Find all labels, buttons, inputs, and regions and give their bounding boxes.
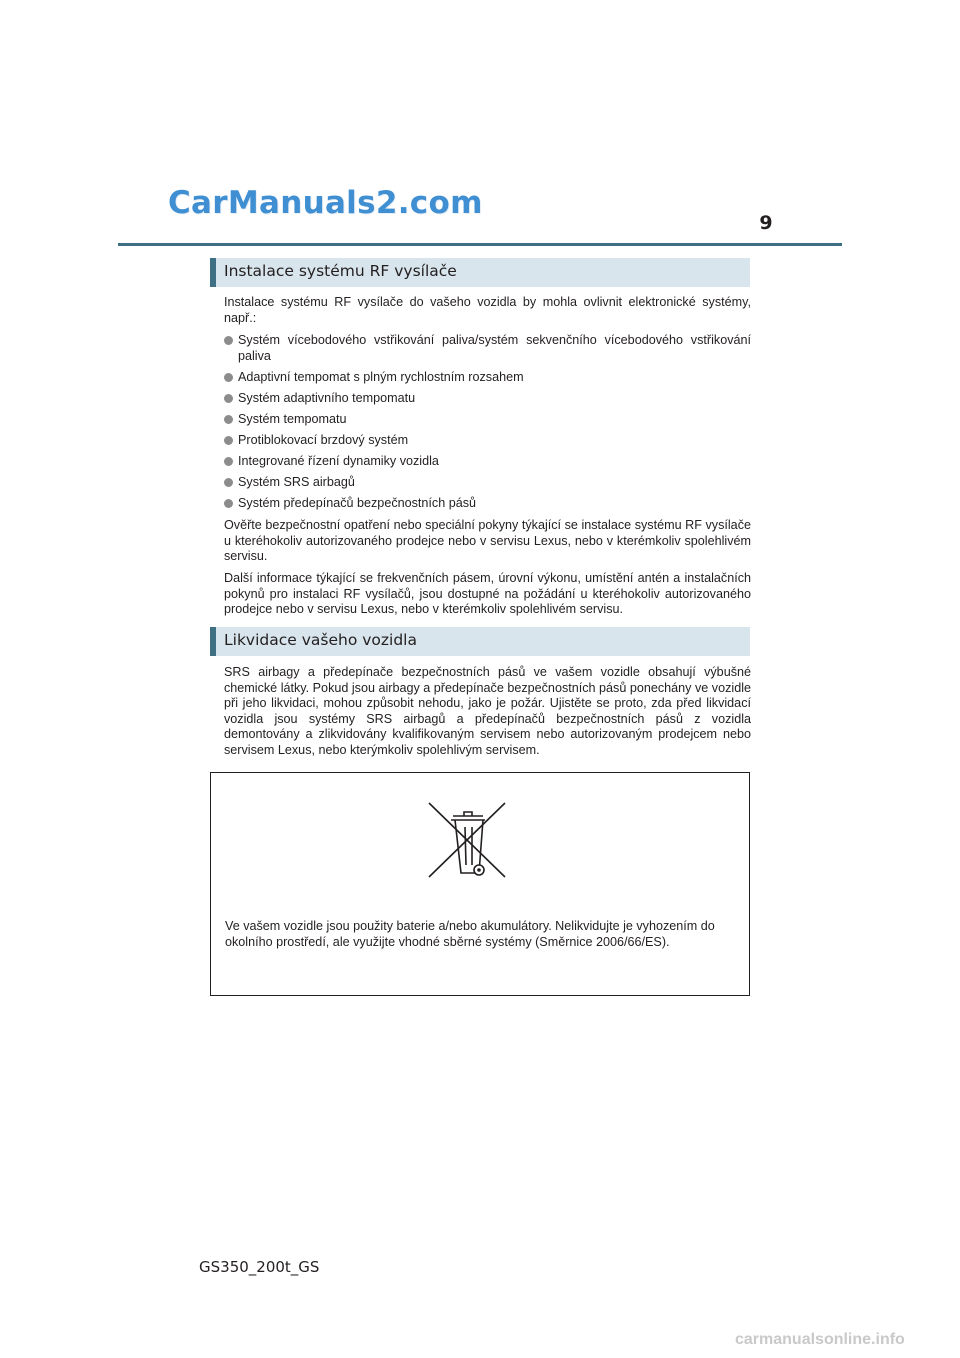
- list-item-text: Systém SRS airbagů: [238, 475, 355, 489]
- header-rule: [118, 243, 842, 246]
- notice-box: [210, 772, 750, 996]
- bullet-dot-icon: [224, 478, 233, 487]
- watermark-logo: CarManuals2.com: [168, 185, 483, 221]
- list-item-text: Adaptivní tempomat s plným rychlostním rozsahem: [238, 370, 524, 384]
- bullet-dot-icon: [224, 415, 233, 424]
- section-heading-text: Instalace systému RF vysílače: [224, 262, 457, 280]
- rf-paragraph-2: Další informace týkající se frekvenčních pásem, úrovní výkonu, umístění antén a instalačních pokynů pro instalaci RF vysílačů, jsou dostupné na požádání u kteréhokoliv autorizovaného prodejce nebo v servisu Lexus, nebo v kterémkoliv spolehlivém servisu.: [224, 571, 751, 616]
- bullet-dot-icon: [224, 457, 233, 466]
- list-item: [224, 333, 751, 364]
- list-item-text: Systém tempomatu: [238, 412, 347, 426]
- list-item-text: Systém předepínačů bezpečnostních pásů: [238, 496, 477, 510]
- list-item: [224, 433, 751, 449]
- list-item: [224, 370, 751, 386]
- list-item: [224, 475, 751, 491]
- page-number: 9: [759, 212, 773, 234]
- footer-model-code: GS350_200t_GS: [199, 1258, 320, 1276]
- list-item-text: Protiblokovací brzdový systém: [238, 433, 409, 447]
- list-item: [224, 391, 751, 407]
- rf-paragraph-1: Ověřte bezpečnostní opatření nebo speciální pokyny týkající se instalace systému RF vysílače u kteréhokoliv autorizovaného prodejce nebo v servisu Lexus, nebo v kterémkoliv spolehlivém servisu.: [224, 518, 751, 563]
- bullet-dot-icon: [224, 394, 233, 403]
- disposal-paragraph: SRS airbagy a předepínače bezpečnostních pásů ve vašem vozidle obsahují výbušné chemické látky. Pokud jsou airbagy a předepínače bezpečnostních pásů ponechány ve vozidle při jeho likvidaci, mohou způsobit nehodu, jako je požár. Ujistěte se proto, zda před likvidací vozidla jsou systémy SRS airbagů a předepínačů bezpečnostních pásů z vozidla demontovány a zlikvidovány kvalifikovaným servisem nebo autorizovaným prodejcem nebo servisem Lexus, nebo kterýmkoliv spolehlivým servisem.: [224, 665, 751, 757]
- list-item: [224, 454, 751, 470]
- bullet-dot-icon: [224, 336, 233, 345]
- crossed-out-wheelie-bin-icon: [427, 801, 507, 881]
- notice-text: Ve vašem vozidle jsou použity baterie a/nebo akumulátory. Nelikvidujte je vyhozením do okolního prostředí, ale využijte vhodné sběrné systémy (Směrnice 2006/66/ES).: [225, 919, 715, 949]
- list-item-text: Systém vícebodového vstřikování paliva/systém sekvenčního vícebodového vstřikování paliva: [238, 333, 751, 363]
- footer-watermark: carmanualsonline.info: [735, 1331, 905, 1348]
- list-item-text: Integrované řízení dynamiky vozidla: [238, 454, 439, 468]
- bullet-dot-icon: [224, 373, 233, 382]
- bullet-dot-icon: [224, 499, 233, 508]
- section-heading-text: Likvidace vašeho vozidla: [224, 631, 417, 649]
- list-item: [224, 496, 751, 512]
- section-heading-disposal: [210, 627, 750, 656]
- list-item-text: Systém adaptivního tempomatu: [238, 391, 416, 405]
- bullet-dot-icon: [224, 436, 233, 445]
- rf-intro: Instalace systému RF vysílače do vašeho vozidla by mohla ovlivnit elektronické systémy, např.:: [224, 295, 751, 325]
- list-item: [224, 412, 751, 428]
- section-heading-rf: [210, 258, 750, 287]
